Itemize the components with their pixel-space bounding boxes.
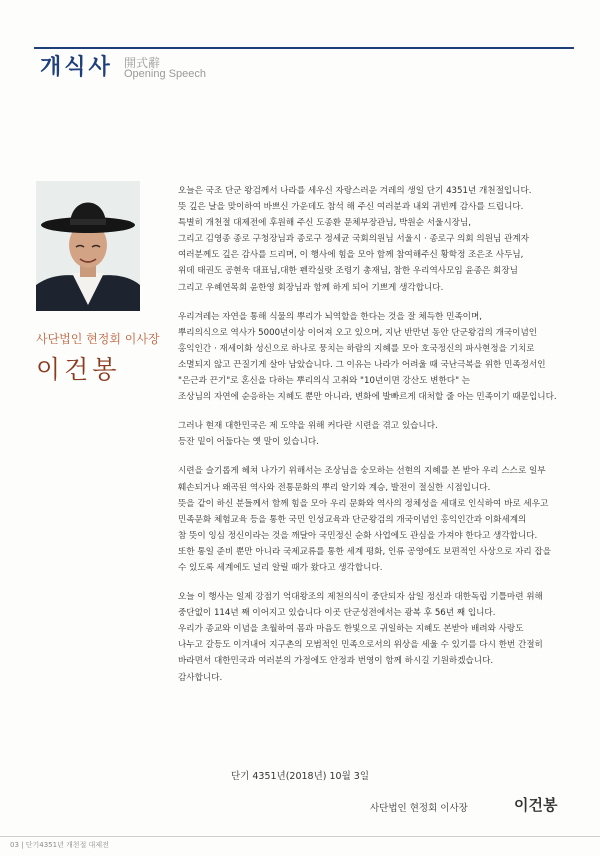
text-line: 소멸되지 않고 끈질기게 살아 남았습니다. 그 이유는 나라가 어려울 때 국난극복을 위한 민족정서인 bbox=[178, 359, 546, 370]
text-line: 오늘은 국조 단군 왕검께서 나라를 세우신 자랑스러운 겨레의 생일 단기 4351년 개천절입니다. bbox=[178, 186, 532, 196]
footer-rule bbox=[0, 836, 600, 837]
text-line: 특별히 개천절 대제전에 후원해 주신 도종환 문체부장관님, 박원순 서울시장님, bbox=[178, 218, 471, 229]
text-line: 시련을 슬기롭게 헤쳐 나가기 위해서는 조상님을 숭모하는 선현의 지혜를 본 받아 우리 스스로 일부 bbox=[178, 466, 546, 477]
text-line: 훼손되거나 왜곡된 역사와 전통문화의 뿌리 알기와 계승, 발전이 절실한 시점입니다. bbox=[178, 482, 491, 493]
text-line: 뜻 깊은 날을 맞이하여 바쁘신 가운데도 참석 해 주신 여러분과 내외 귀빈께 감사를 드립니다. bbox=[178, 202, 524, 213]
text-line: 중단없이 114년 째 이어지고 있습니다 이곳 단군성전에서는 광복 후 56년 째 입니다. bbox=[178, 608, 496, 619]
text-line: 또한 통일 준비 뿐만 아니라 국제교류를 통한 세계 평화, 인류 공영에도 보편적인 사상으로 자리 잡을 bbox=[178, 546, 552, 557]
text-line: 여러분께도 깊은 감사를 드리며, 이 행사에 힘을 모아 함께 참여해주신 황학정 조은조 사두님, bbox=[178, 250, 524, 261]
text-line: 오늘 이 행사는 일제 강점기 억대왕조의 제천의식이 중단되자 삼일 정신과 대한독립 기틀마련 위해 bbox=[178, 592, 543, 603]
text-line: 등잔 밑이 어둡다는 옛 말이 있습니다. bbox=[178, 437, 319, 448]
page-title: 개식사 bbox=[40, 55, 113, 80]
page-subtitle-hanja: 開式辭 bbox=[124, 56, 161, 70]
paragraph bbox=[178, 183, 573, 296]
text-line: 뿌리의식으로 역사가 5000년이상 이어져 오고 있으며, 지난 반만년 동안 단군왕검의 개국이념인 bbox=[178, 327, 538, 338]
text-line: 나누고 갈등도 이겨내어 지구촌의 모범적인 민족으로서의 위상을 세울 수 있기를 다시 한번 간절히 bbox=[178, 640, 543, 651]
signature-role: 사단법인 현정회 이사장 bbox=[370, 803, 468, 814]
signature-name: 이건봉 bbox=[514, 796, 558, 814]
text-line: "은근과 끈기"로 혼신을 다하는 뿌리의식 고취와 "10년이면 강산도 변한다" 는 bbox=[178, 376, 471, 387]
text-line: 뜻을 같이 하신 분들께서 함께 힘을 모아 우리 문화와 역사의 정체성을 세대로 인식하여 바로 세우고 bbox=[178, 498, 549, 509]
text-line: 조상님의 자연에 순응하는 지혜도 뿐만 아니라, 변화에 발빠르게 대처할 줄 아는 민족이기 때문입니다. bbox=[178, 392, 557, 403]
page-footer: 03 | 단기4351년 개천절 대제전 bbox=[10, 841, 109, 849]
author-portrait bbox=[36, 181, 140, 311]
header-rule bbox=[34, 47, 574, 49]
paragraph bbox=[178, 463, 573, 576]
text-line: 참 뜻이 잉심 정신이라는 것을 깨달아 국민정신 순화 사업에도 관심을 가져야 한다고 생각합니다. bbox=[178, 530, 538, 541]
text-line: 그리고 우혜연목회 윤한영 회장님과 함께 하게 되어 기쁘게 생각합니다. bbox=[178, 282, 444, 293]
text-line: 감사합니다. bbox=[178, 672, 223, 683]
author-role: 사단법인 현정회 이사장 bbox=[36, 332, 160, 346]
text-line: 수 있도록 세계에도 널리 알릴 때가 왔다고 생각합니다. bbox=[178, 562, 383, 573]
speech-date: 단기 4351년(2018년) 10월 3일 bbox=[230, 771, 370, 782]
text-line: 홍익인간 · 재세이화 성신으로 하나로 뭉치는 하람의 지혜를 모아 호국정신의 파사현정을 기치로 bbox=[178, 343, 535, 354]
text-line: 바라면서 대한민국과 여러분의 가정에도 안정과 번영이 함께 하시길 기원하겠습니다. bbox=[178, 656, 494, 667]
text-line: 그리고 김영종 종로 구청장님과 종로구 정세균 국회의원님 서울시 · 종로구 의회 의원님 관계자 bbox=[178, 234, 529, 245]
text-line: 우리가 종교와 이념을 초월하여 몸과 마음도 한빛으로 귀일하는 지혜도 본받아 배려와 사랑도 bbox=[178, 624, 524, 635]
page-subtitle-english: Opening Speech bbox=[124, 68, 206, 80]
paragraph bbox=[178, 589, 573, 686]
speech-body bbox=[178, 183, 573, 699]
text-line: 그러나 현재 대한민국은 제 도약을 위해 커다란 시련을 겪고 있습니다. bbox=[178, 421, 438, 432]
paragraph bbox=[178, 309, 573, 406]
paragraph bbox=[178, 418, 573, 450]
author-name: 이건봉 bbox=[36, 355, 121, 384]
text-line: 민족문화 체험교육 등을 통한 국민 인성교육과 단군왕검의 개국이념인 홍익인간과 이화세계의 bbox=[178, 514, 527, 525]
text-line: 우리겨레는 자연을 통해 식물의 뿌리가 뇌역할을 한다는 것을 잘 체득한 민족이며, bbox=[178, 311, 483, 322]
text-line: 위데 태권도 공현욱 대표님,대한 펜칵실랏 조령기 총재님, 참한 우리역사모임 윤종은 회장님 bbox=[178, 266, 518, 277]
